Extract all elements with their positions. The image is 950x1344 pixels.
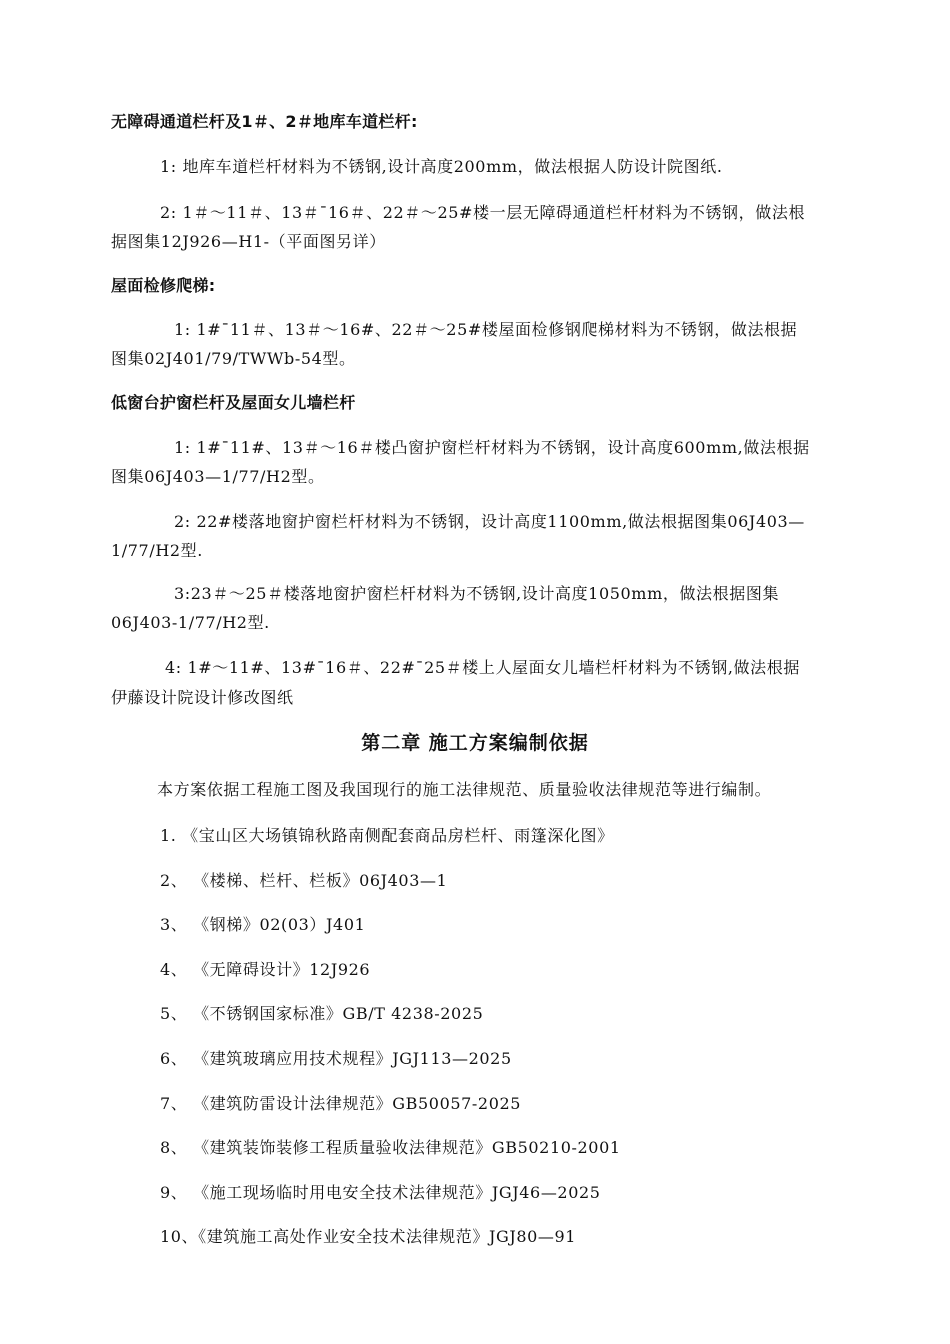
paragraph-line: 图集02J401/79/TWWb-54型。 bbox=[111, 349, 356, 368]
section-heading-roof-ladder: 屋面检修爬梯: bbox=[111, 276, 216, 295]
chapter-intro: 本方案依据工程施工图及我国现行的施工法律规范、质量验收法律规范等进行编制。 bbox=[157, 780, 772, 799]
paragraph-line: 2: 1＃～11＃、13＃¯16＃、22＃～25#楼一层无障碍通道栏杆材料为不锈钢，做法根 bbox=[160, 203, 806, 222]
paragraph-line: 图集06J403—1/77/H2型。 bbox=[111, 467, 325, 486]
reference-item: 9、 《施工现场临时用电安全技术法律规范》JGJ46—2025 bbox=[160, 1183, 601, 1202]
reference-item: 8、 《建筑装饰装修工程质量验收法律规范》GB50210-2001 bbox=[160, 1138, 621, 1157]
paragraph-line: 1: 地库车道栏杆材料为不锈钢,设计高度200mm，做法根据人防设计院图纸. bbox=[160, 157, 723, 176]
paragraph-line: 1: 1#¯11＃、13＃～16#、22＃～25#楼屋面检修钢爬梯材料为不锈钢，做法根据 bbox=[174, 320, 798, 339]
reference-item: 10、《建筑施工高处作业安全技术法律规范》JGJ80—91 bbox=[160, 1227, 577, 1246]
reference-item: 7、 《建筑防雷设计法律规范》GB50057-2025 bbox=[160, 1094, 522, 1113]
paragraph-line: 06J403-1/77/H2型. bbox=[111, 613, 270, 632]
reference-item: 4、 《无障碍设计》12J926 bbox=[160, 960, 371, 979]
reference-item: 6、 《建筑玻璃应用技术规程》JGJ113—2025 bbox=[160, 1049, 512, 1068]
paragraph-line: 3:23＃～25＃楼落地窗护窗栏杆材料为不锈钢,设计高度1050mm，做法根据图集 bbox=[174, 584, 780, 603]
reference-item: 3、 《钢梯》02(03）J401 bbox=[160, 915, 366, 934]
reference-item: 2、 《楼梯、栏杆、栏板》06J403—1 bbox=[160, 871, 448, 890]
reference-item: 1. 《宝山区大场镇锦秋路南侧配套商品房栏杆、雨篷深化图》 bbox=[160, 826, 614, 845]
section-heading-barrier-free: 无障碍通道栏杆及1＃、2＃地库车道栏杆: bbox=[111, 112, 418, 131]
paragraph-line: 4: 1#～11#、13#¯16＃、22#¯25＃楼上人屋面女儿墙栏杆材料为不锈钢,做法根据 bbox=[165, 658, 800, 677]
section-heading-window-railing: 低窗台护窗栏杆及屋面女儿墙栏杆 bbox=[111, 393, 356, 412]
paragraph-line: 伊藤设计院设计修改图纸 bbox=[111, 688, 294, 707]
paragraph-line: 据图集12J926—H1-（平面图另详） bbox=[111, 232, 386, 251]
paragraph-line: 1: 1#¯11#、13＃～16＃楼凸窗护窗栏杆材料为不锈钢，设计高度600mm,做法根据 bbox=[174, 438, 810, 457]
paragraph-line: 2: 22#楼落地窗护窗栏杆材料为不锈钢，设计高度1100mm,做法根据图集06J403— bbox=[174, 512, 805, 531]
reference-item: 5、 《不锈钢国家标准》GB/T 4238-2025 bbox=[160, 1004, 484, 1023]
chapter-title: 第二章 施工方案编制依据 bbox=[361, 732, 589, 754]
paragraph-line: 1/77/H2型. bbox=[111, 541, 203, 560]
